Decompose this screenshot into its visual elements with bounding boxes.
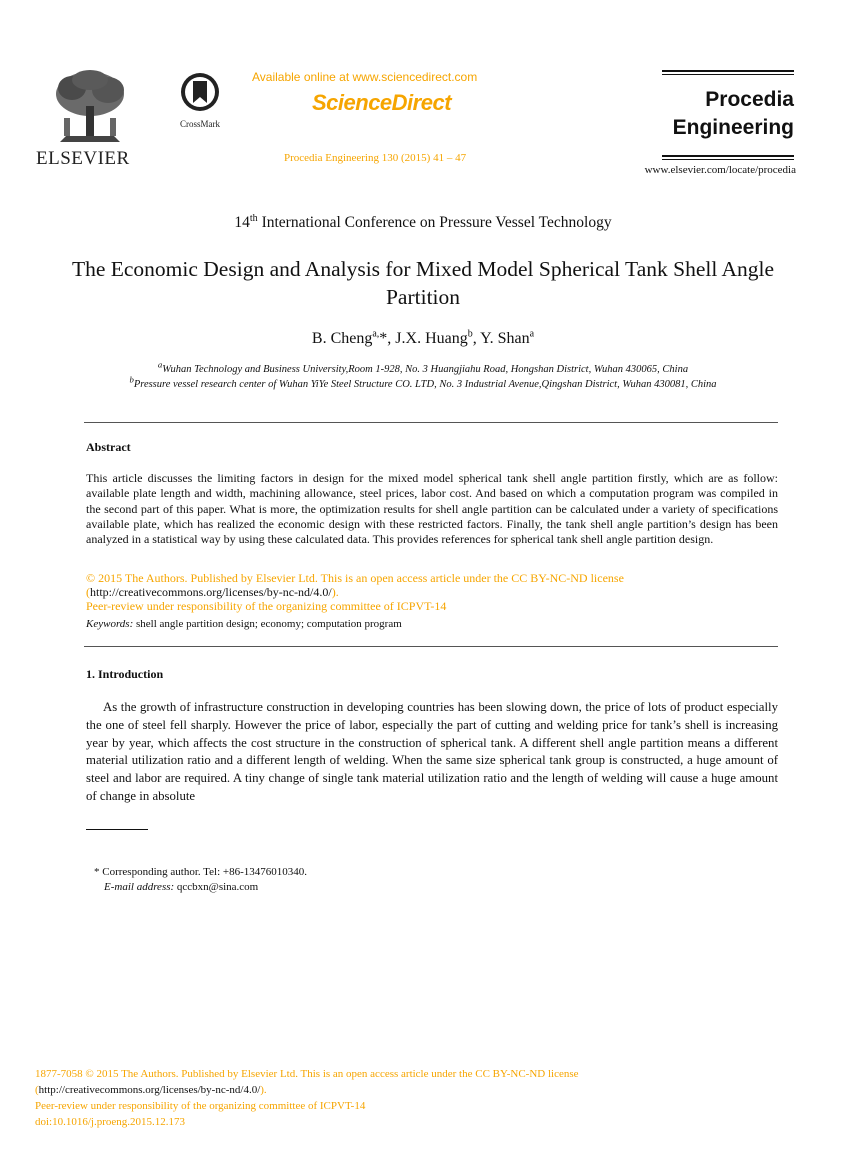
elsevier-wordmark: ELSEVIER: [36, 148, 130, 169]
author-name: B. Cheng: [311, 330, 373, 347]
license-paren-close: ).: [331, 585, 339, 599]
keywords-label: Keywords:: [86, 618, 134, 630]
crossmark-icon: [180, 72, 220, 112]
journal-reference: Procedia Engineering 130 (2015) 41 – 47: [284, 152, 467, 164]
crossmark-badge[interactable]: [168, 72, 232, 129]
intro-paragraph: As the growth of infrastructure construction in developing countries has been slowing down, the price of lots of product especially the one of steel fell sharply. However the price of labor, especially the part of cutting and welding price for tank’s shell is increasing year by year, which affects the cost structure in the construction of spherical tank. A different shell angle partition means a different material utilization ratio and a different length of welding. When the same size spherical tank group is constructed, a huge amount of steel and labor are required. A tiny change of single tank material utilization ratio and the length of welding will cause a huge amount of change in absolute: [86, 700, 778, 803]
footnote-rule: [86, 829, 148, 830]
abstract-body: This article discusses the limiting factors in design for the mixed model spherical tank shell angle partition firstly, which are as follow: available plate length and width, machining allowance, steel prices, labor cost. And based on which a computation program was compiled in the second part of this paper. What is more, the optimization results for shell angle partition can be calculated under a variety of specifications available plate, which has realized the economic design with these restricted factors. Finally, the tank shell angle partition’s design has been analyzed in a statistical way by using these calculated data. This provides references for spherical tank shell angle partition design.: [86, 471, 778, 547]
license-line: © 2015 The Authors. Published by Elsevier Ltd. This is an open access article under the CC BY-NC-ND license: [86, 571, 624, 585]
abstract-bottom-rule: [84, 646, 778, 647]
journal-top-rule: [662, 70, 794, 72]
footer-copyright: 1877-7058 © 2015 The Authors. Published by Elsevier Ltd. This is an open access article under the CC BY-NC-ND license: [35, 1068, 579, 1080]
email-label: E-mail address:: [104, 881, 175, 893]
conference-line: [0, 214, 846, 232]
journal-url-link[interactable]: www.elsevier.com/locate/procedia: [644, 164, 796, 176]
footer-paren-open: (: [35, 1084, 39, 1096]
footer-paren-close: ).: [260, 1084, 267, 1096]
journal-bottom-rule: [662, 155, 794, 157]
author-name: J.X. Huang: [395, 330, 468, 347]
peer-review-line: Peer-review under responsibility of the organizing committee of ICPVT-14: [86, 599, 447, 613]
license-url-link[interactable]: http://creativecommons.org/licenses/by-nc-nd/4.0/: [90, 585, 332, 599]
abstract-top-rule: [84, 422, 778, 423]
affiliation-mark: a: [157, 359, 163, 370]
journal-name-line2: Engineering: [672, 116, 794, 139]
email-note: [104, 881, 258, 893]
corresponding-mark: *: [379, 330, 388, 347]
author-name: Y. Shan: [480, 330, 530, 347]
abstract-heading: Abstract: [86, 440, 131, 454]
journal-name-line1: Procedia: [705, 88, 794, 111]
journal-bottom-rule-thin: [662, 159, 794, 160]
footer-peer-review: Peer-review under responsibility of the organizing committee of ICPVT-14: [35, 1100, 366, 1112]
affiliation-text: Wuhan Technology and Business University,Room 1-928, No. 3 Huangjiahu Road, Hongshan District, Wuhan 430065, China: [162, 364, 689, 375]
footer-doi[interactable]: doi:10.1016/j.proeng.2015.12.173: [35, 1116, 186, 1128]
author-affil-mark: a,: [372, 328, 380, 340]
page-footer: [35, 1066, 815, 1130]
keywords-line: [86, 618, 402, 630]
license-paren-open: (: [86, 585, 90, 599]
conference-number: 14: [234, 214, 250, 231]
author-affil-mark: b: [467, 328, 473, 340]
paper-title: The Economic Design and Analysis for Mixed Model Spherical Tank Shell Angle Partition: [71, 257, 775, 309]
available-online-link[interactable]: Available online at www.sciencedirect.com: [252, 70, 478, 84]
sciencedirect-logo[interactable]: ScienceDirect: [312, 90, 452, 115]
affiliation: [0, 359, 846, 375]
affiliation: [0, 374, 846, 390]
affiliation-mark: b: [129, 374, 134, 385]
author-list: B. Cheng$^{a,}$*, J.X. Huang$^b$, Y. Shan$^a$: [311, 328, 535, 347]
footer-license-link[interactable]: http://creativecommons.org/licenses/by-nc-nd/4.0/: [38, 1084, 261, 1096]
elsevier-logo: [36, 66, 146, 176]
license-block: [86, 571, 778, 613]
journal-top-rule-thin: [662, 74, 794, 75]
keywords-text: shell angle partition design; economy; computation program: [133, 618, 402, 630]
affiliation-text: Pressure vessel research center of Wuhan YiYe Steel Structure CO. LTD, No. 3 Industrial Avenue,Qingshan District, Wuhan 430081, China: [133, 379, 717, 390]
conference-name: International Conference on Pressure Vessel Technology: [257, 214, 612, 231]
elsevier-tree-icon: [50, 66, 130, 146]
crossmark-label: CrossMark: [180, 119, 220, 129]
section-heading: 1. Introduction: [86, 667, 164, 681]
author-affil-mark: a: [529, 328, 535, 340]
conference-ordinal: th: [249, 212, 258, 224]
corresponding-author-note: * Corresponding author. Tel: +86-13476010340.: [94, 866, 307, 878]
email-address[interactable]: qccbxn@sina.com: [174, 881, 259, 893]
